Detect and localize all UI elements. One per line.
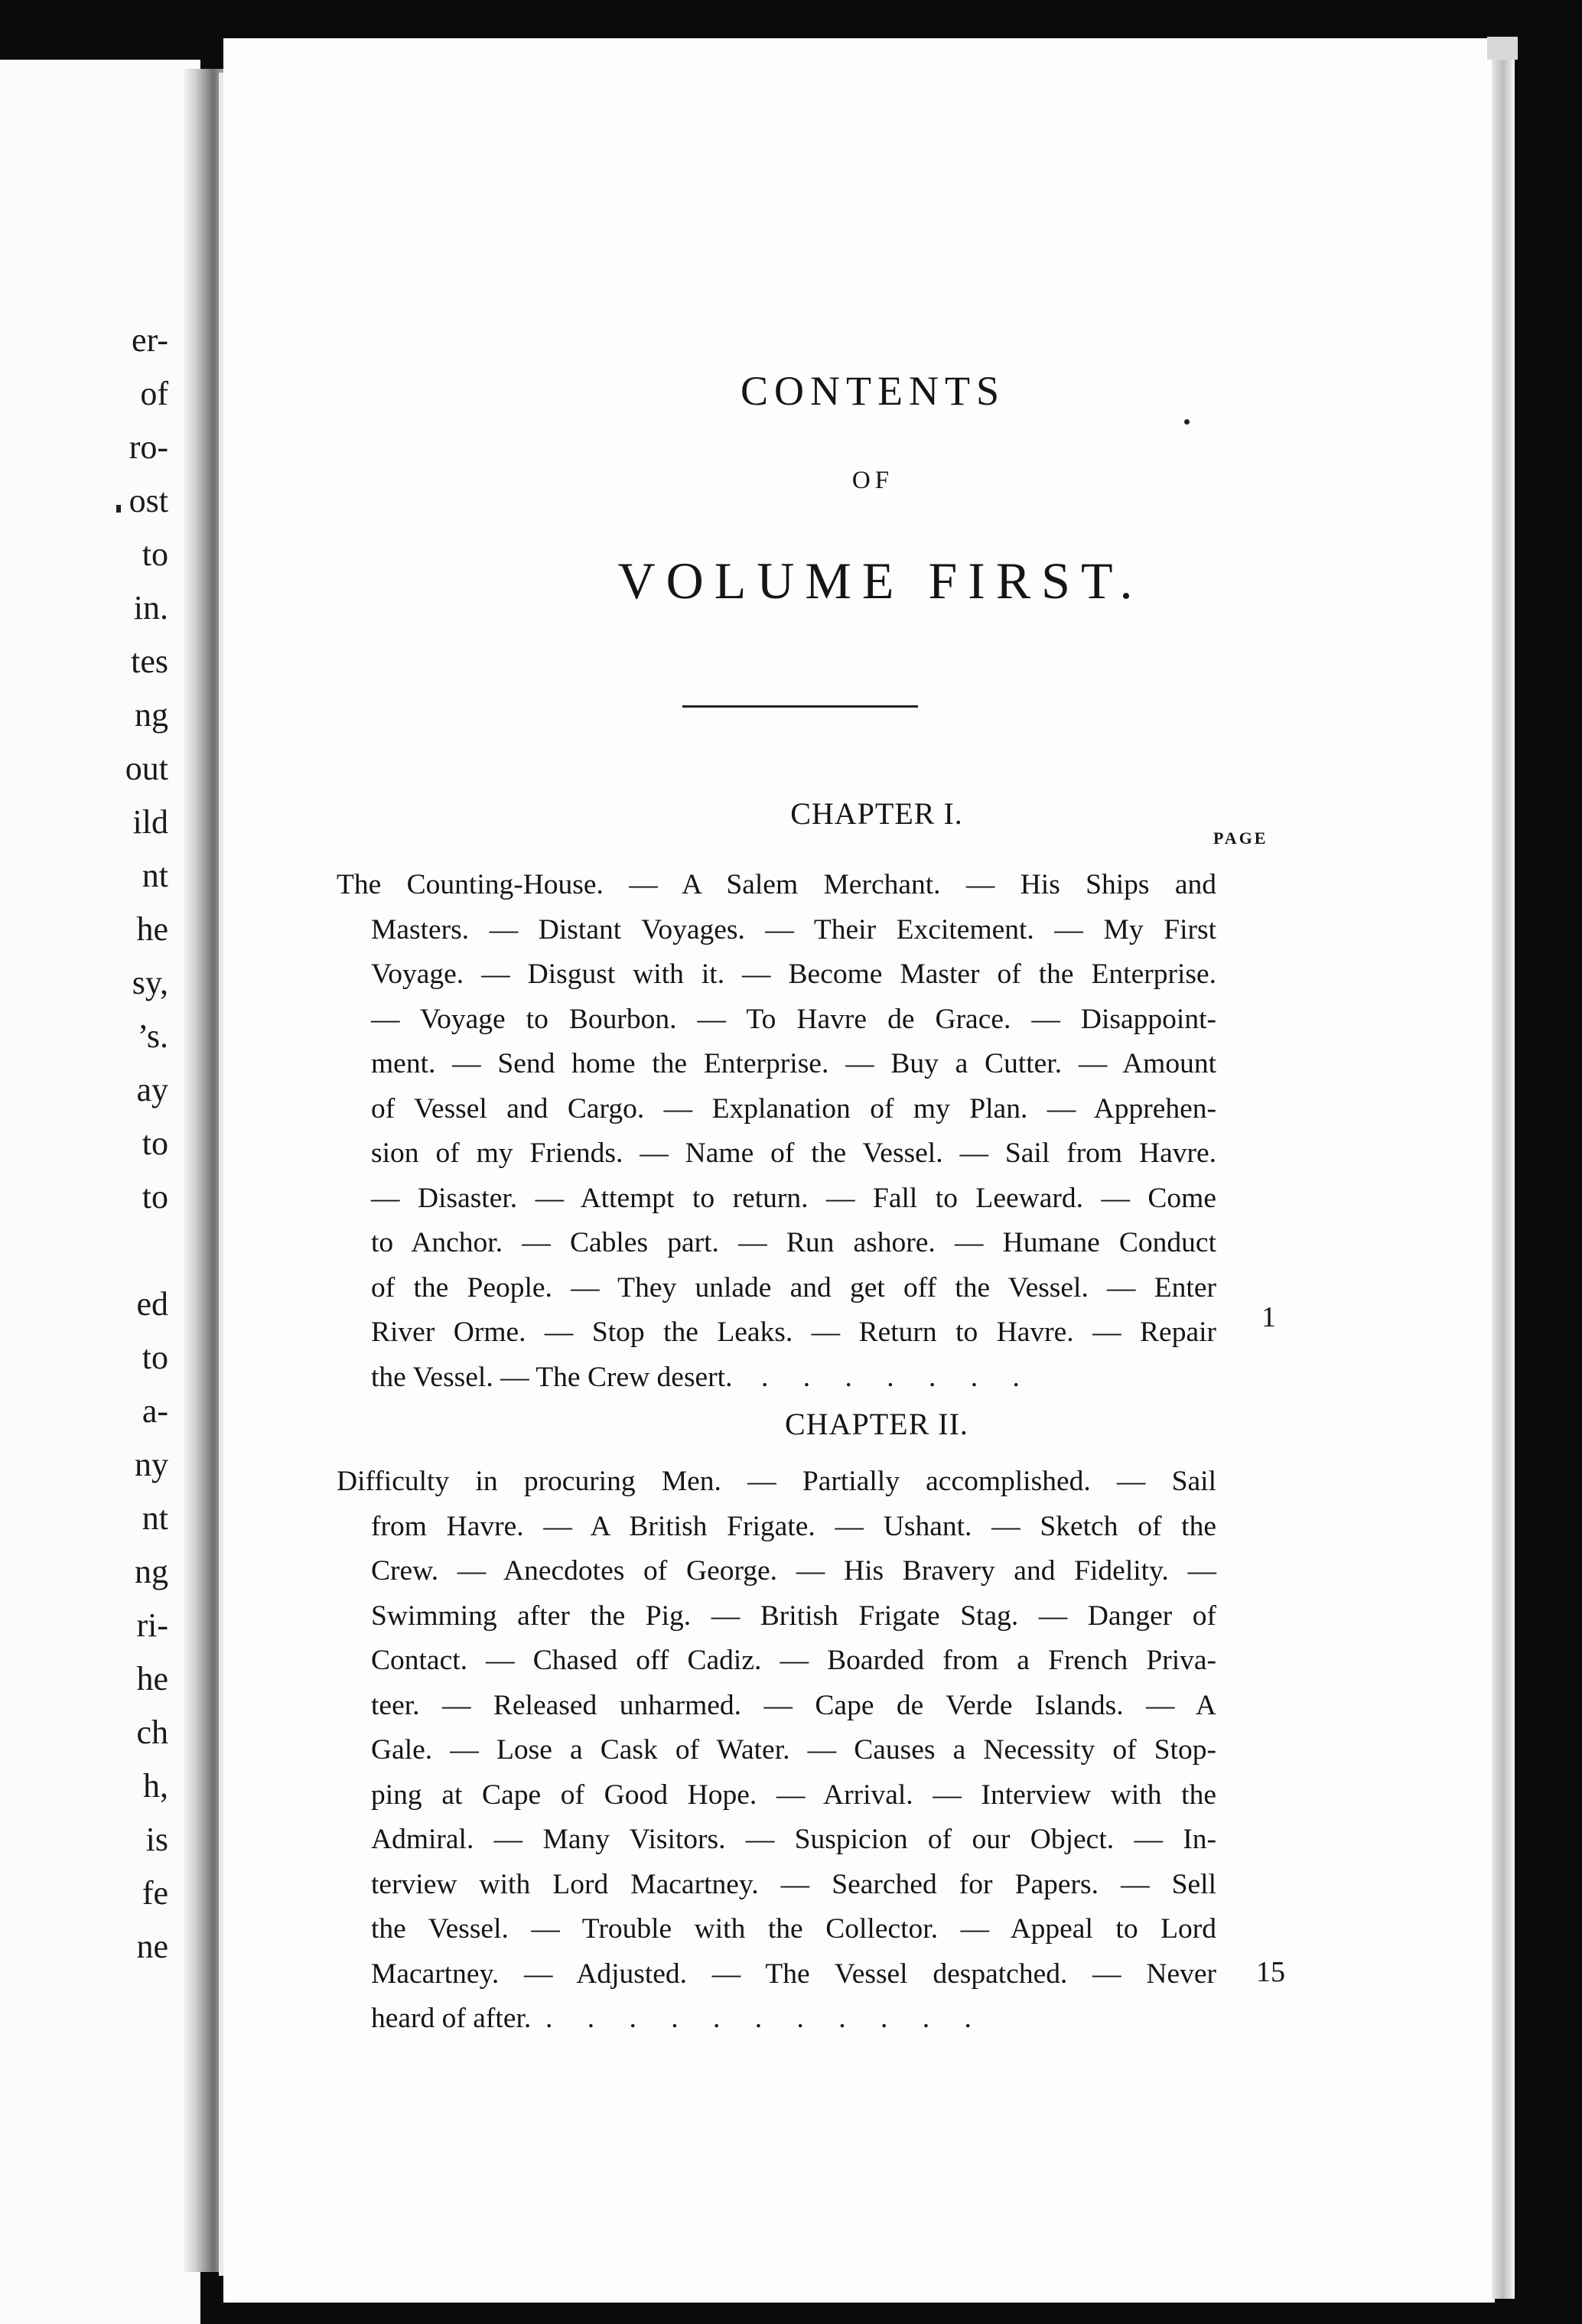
of-heading: OF [851,467,894,494]
synopsis-line: Admiral. — Many Visitors. — Suspicion of our Object. — In- [371,1824,1216,1855]
title-rule [682,705,918,708]
synopsis-line: Swimming after the Pig. — British Frigate Stag. — Danger of [371,1600,1216,1632]
synopsis-line: ping at Cape of Good Hope. — Arrival. — Interview with the [371,1779,1216,1811]
line-fragment: fe [142,1874,168,1912]
line-fragment: tes [131,643,168,680]
line-fragment: ng [135,1553,168,1590]
contents-heading: CONTENTS [741,368,1005,414]
synopsis-line: terview with Lord Macartney. — Searched for Papers. — Sell [371,1868,1216,1900]
synopsis-line: Contact. — Chased off Cadiz. — Boarded from a French Priva- [371,1645,1216,1676]
line-fragment: ay [136,1071,168,1108]
page-corner [1487,37,1518,60]
line-fragment: ro- [129,428,168,466]
synopsis-line: sion of my Friends. — Name of the Vessel. — Sail from Havre. [371,1138,1216,1169]
line-fragment: ost [129,482,168,519]
synopsis-line: — Disaster. — Attempt to return. — Fall to Leeward. — Come [371,1182,1216,1214]
line-fragment: ny [135,1446,168,1483]
line-fragment: sy, [132,964,168,1001]
synopsis-line: ment. — Send home the Enterprise. — Buy a Cutter. — Amount [371,1048,1216,1079]
line-fragment: he [136,1660,168,1697]
line-fragment: nt [142,1499,168,1537]
synopsis-last-line [337,1997,1216,2042]
left-page-edge [0,60,200,2324]
synopsis-line: — Voyage to Bourbon. — To Havre de Grace. — Disappoint- [371,1003,1216,1035]
line-fragment: ri- [136,1606,168,1644]
book-gutter [184,69,223,2272]
line-fragment: ed [136,1285,168,1323]
synopsis-line: Voyage. — Disgust with it. — Become Master of the Enterprise. [371,959,1216,990]
chapter-2-page-number: 15 [1256,1956,1285,1988]
synopsis-line: River Orme. — Stop the Leaks. — Return to Havre. — Repair [371,1317,1216,1348]
synopsis-line: Masters. — Distant Voyages. — Their Excitement. — My First [371,913,1216,946]
chapter-1-page-number: 1 [1261,1301,1276,1333]
synopsis-line: The Counting-House. — A Salem Merchant. — His Ships and [337,869,1216,900]
line-fragment: ng [135,696,168,734]
line-fragment: to [142,1339,168,1376]
line-fragment: to [142,1178,168,1216]
synopsis-line: Gale. — Lose a Cask of Water. — Causes a Necessity of Stop- [371,1734,1216,1766]
line-fragment: he [136,910,168,948]
ink-speck [116,505,121,513]
page-edge-shadow [1492,42,1515,2299]
page-column-label: PAGE [1213,828,1268,848]
synopsis-line-text: heard of after. [371,2003,532,2034]
synopsis-line: of Vessel and Cargo. — Explanation of my Plan. — Apprehen- [371,1092,1216,1125]
line-fragment: of [140,375,168,412]
chapter-2-heading: CHAPTER II. [785,1407,968,1441]
line-fragment: er- [132,321,168,359]
line-fragment: ’s. [137,1017,168,1055]
synopsis-line-text: the Vessel. — The Crew desert. [371,1361,733,1393]
synopsis-line: teer. — Released unharmed. — Cape de Verde Islands. — A [371,1689,1216,1721]
synopsis-line: Macartney. — Adjusted. — The Vessel despatched. — Never [371,1958,1216,1990]
synopsis-line: Crew. — Anecdotes of George. — His Bravery and Fidelity. — [371,1555,1216,1587]
line-fragment: ne [136,1928,168,1965]
chapter-1-heading: CHAPTER I. [790,796,963,831]
line-fragment: h, [143,1767,168,1805]
synopsis-line: to Anchor. — Cables part. — Run ashore. — Humane Conduct [371,1227,1216,1258]
line-fragment: out [125,750,168,787]
dot-leaders: . . . . . . . [760,1361,1034,1393]
volume-heading: VOLUME FIRST. [617,552,1144,610]
line-fragment: ch [136,1714,168,1751]
synopsis-line: of the People. — They unlade and get off the Vessel. — Enter [371,1271,1216,1304]
chapter-2-synopsis [337,1460,1216,2042]
line-fragment: in. [133,589,168,627]
line-fragment: ild [132,803,168,841]
line-fragment: to [142,1125,168,1162]
synopsis-line: from Havre. — A British Frigate. — Ushant. — Sketch of the [371,1510,1216,1542]
line-fragment: nt [142,857,168,894]
line-fragment: is [145,1821,168,1858]
synopsis-line: Difficulty in procuring Men. — Partially accomplished. — Sail [337,1466,1216,1497]
dot-leaders: . . . . . . . . . . . [545,2003,985,2034]
synopsis-last-line [337,1356,1216,1401]
chapter-1-synopsis [337,863,1216,1400]
ink-dot [1184,419,1190,425]
line-fragment: a- [142,1392,168,1430]
line-fragment: to [142,535,168,573]
synopsis-line: the Vessel. — Trouble with the Collector. — Appeal to Lord [371,1913,1216,1945]
